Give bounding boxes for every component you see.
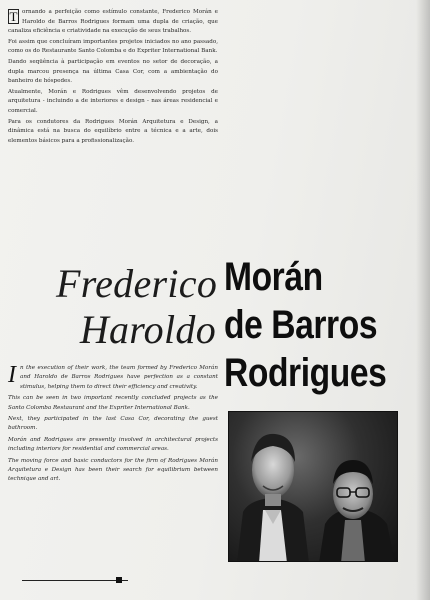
en-paragraph-3: Next, they participated in the last Casa Cor, decorating the guest bathroom. <box>8 416 218 432</box>
bottom-square-mark <box>116 577 122 583</box>
en-paragraph-5: The moving force and basic conductors for the firm of Rodrigues Morán Arquitetura e Design has been their search for equilibrium between technique and art. <box>8 457 218 483</box>
last-name-de-barros: de Barros <box>224 303 378 347</box>
first-name-frederico: Frederico <box>56 261 218 306</box>
pt-drop-cap: T <box>9 9 18 24</box>
pt-paragraph-5: Para os condutores da Rodrigues Morán Arquitetura e Design, a dinâmica está na busca do equilíbrio entre a técnica e a arte, dois elementos básicos para a profissionalização. <box>8 118 218 144</box>
english-text-block <box>8 364 218 487</box>
portrait-photo <box>228 411 398 562</box>
pt-paragraph-1: T ornando a perfeição como estímulo constante, Frederico Morán e Haroldo de Barros Rodrigues formam uma dupla de criação, que canaliza eficiência e criatividade na execução de seus trabalhos. <box>8 9 218 35</box>
pt-paragraph-3: Dando seqüência à participação em eventos no setor de decoração, a dupla marcou presença na última Casa Cor, com a ambientação do banheiro de hóspedes. <box>8 58 218 85</box>
en-paragraph-4: Morán and Rodrigues are presently involved in architectural projects including interiors for residential and commercial areas. <box>8 436 218 453</box>
portuguese-text-block <box>8 8 218 147</box>
en-drop-cap: I <box>8 362 16 388</box>
en-paragraph-1: In the execution of their work, the team formed by Frederico Morán and Haroldo de Barros Rodrigues have perfection as a constant stimulus, helping them to direct their efficiency and creativity. <box>8 362 218 390</box>
first-name-haroldo: Haroldo <box>79 307 216 352</box>
bottom-rule <box>22 580 128 581</box>
pt-paragraph-2: Foi assim que concluíram importantes projetos iniciados no ano passado, como os do Restaurante Santo Colomba e do Expriter International Bank. <box>8 38 218 55</box>
page-shadow <box>416 0 430 600</box>
pt-paragraph-4: Atualmente, Morán e Rodrigues vêm desenvolvendo projetos de arquitetura - incluindo a de interiores e design - nas áreas residencial e comercial. <box>8 88 218 114</box>
en-paragraph-2: This can be seen in two important recently concluded projects as the Santo Colomba Restaurant and the Expriter International Bank. <box>8 395 218 411</box>
portrait-illustration <box>229 412 398 562</box>
last-name-rodrigues: Rodrigues <box>224 351 387 395</box>
last-name-moran: Morán <box>224 255 323 299</box>
